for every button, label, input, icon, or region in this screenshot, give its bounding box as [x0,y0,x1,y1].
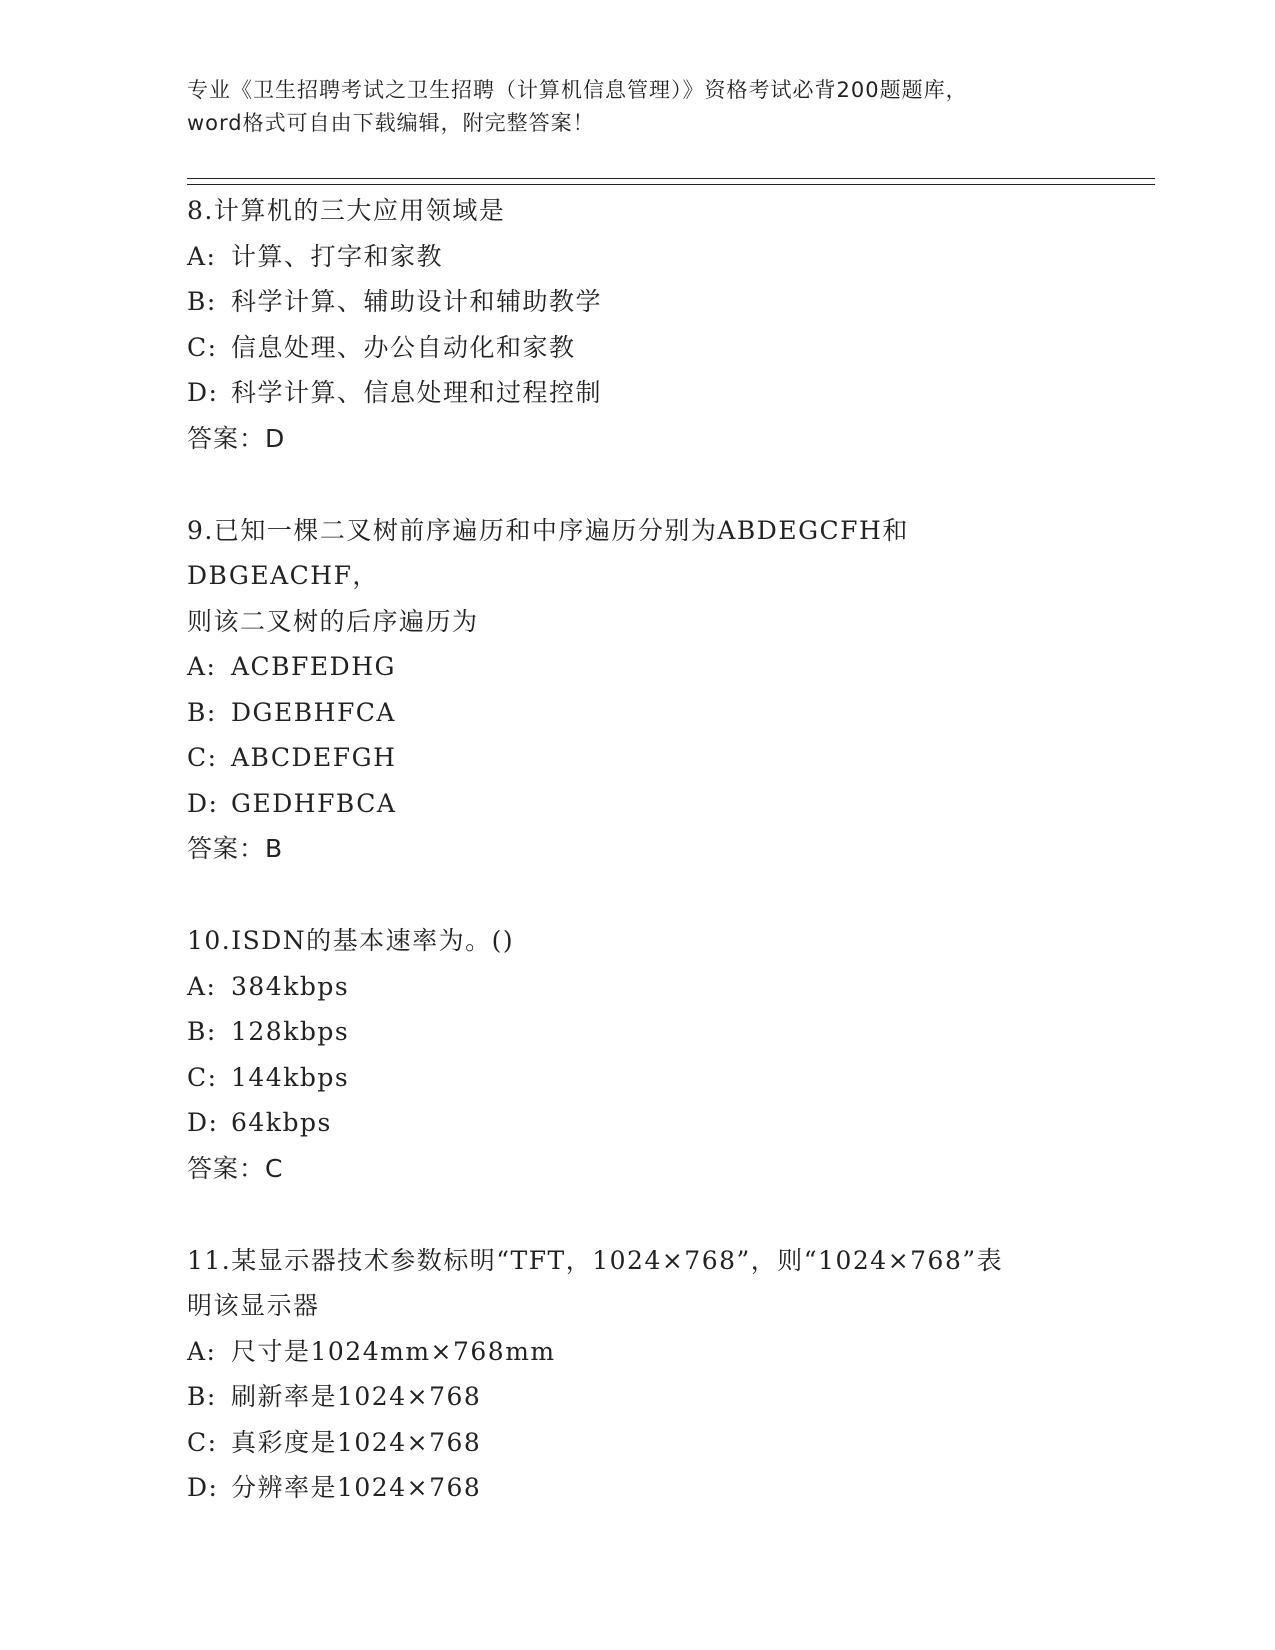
answer: 答案：B [187,834,284,863]
option-b [187,279,1087,325]
answer: 答案：C [187,1153,284,1183]
option-letter: A: [187,1336,217,1366]
option-letter: C: [187,1062,218,1092]
answer: 答案：D [187,423,286,453]
option-text: 分辨率是1024×768 [231,1473,482,1502]
question-stem: 9.已知一棵二叉树前序遍历和中序遍历分别为ABDEGCFH和DBGEACHF， [187,515,909,590]
option-letter: A: [187,971,217,1001]
question-stem: 11.某显示器技术参数标明“TFT，1024×768”，则“1024×768”表 [187,1245,1004,1275]
option-text: 刷新率是1024×768 [231,1382,482,1411]
option-c [187,325,1087,371]
option-letter: D: [187,1108,219,1137]
option-text: GEDHFBCA [231,788,397,818]
header-rule-top [187,178,1155,179]
header-line-1: 专业《卫生招聘考试之卫生招聘（计算机信息管理）》资格考试必背200题题库， [187,78,968,102]
option-b [187,1374,1087,1420]
option-d [187,370,1087,416]
option-text: DGEBHFCA [231,697,396,727]
option-c [187,1420,1087,1466]
option-text: 尺寸是1024mm×768mm [231,1336,556,1366]
question-9 [187,508,1087,873]
option-d [187,781,1087,827]
option-letter: B: [187,287,217,316]
option-letter: A: [187,652,217,681]
question-10 [187,918,1087,1192]
option-d [187,1465,1087,1511]
option-letter: B: [187,697,217,727]
question-stem: 10.ISDN的基本速率为。() [187,926,515,955]
option-text: 144kbps [231,1062,350,1092]
question-stem-continued: 明该显示器 [187,1291,320,1320]
question-stem: 8.计算机的三大应用领域是 [187,196,506,225]
option-text: 真彩度是1024×768 [231,1427,482,1457]
option-d [187,1100,1087,1146]
option-letter: B: [187,1017,217,1046]
option-letter: D: [187,1473,219,1502]
option-letter: B: [187,1382,217,1411]
option-text: 计算、打字和家教 [231,241,444,271]
option-b [187,690,1087,736]
document-header [187,74,1087,140]
option-a [187,644,1087,690]
question-list [187,188,1087,1511]
header-rule-bottom [187,184,1155,185]
option-text: 科学计算、信息处理和过程控制 [231,378,603,407]
option-text: ACBFEDHG [231,652,396,681]
option-letter: C: [187,1427,218,1457]
option-a [187,1329,1087,1375]
option-letter: C: [187,743,218,772]
option-letter: A: [187,241,217,271]
option-b [187,1009,1087,1055]
option-a [187,964,1087,1010]
option-text: 科学计算、辅助设计和辅助教学 [231,287,603,316]
option-text: 64kbps [231,1108,332,1137]
option-text: 信息处理、办公自动化和家教 [231,332,576,362]
question-stem-continued: 则该二叉树的后序遍历为 [187,606,479,636]
option-letter: D: [187,378,219,407]
option-a [187,234,1087,280]
option-letter: D: [187,788,219,818]
header-line-2: word格式可自由下载编辑，附完整答案！ [187,111,595,135]
option-text: 128kbps [231,1017,350,1046]
option-c [187,735,1087,781]
option-text: 384kbps [231,971,350,1001]
option-c [187,1055,1087,1101]
option-letter: C: [187,332,218,362]
question-8 [187,188,1087,462]
option-text: ABCDEFGH [231,743,397,772]
question-11 [187,1238,1087,1511]
